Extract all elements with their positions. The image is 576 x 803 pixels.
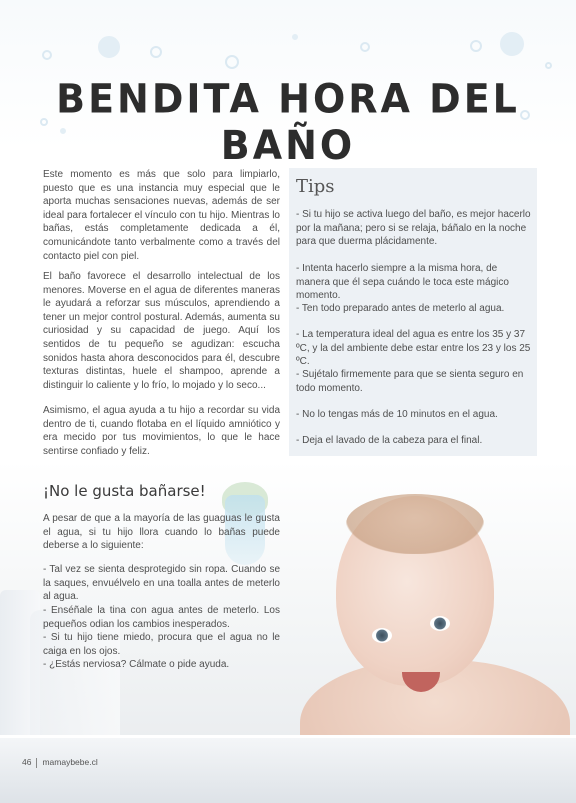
page-footer [22,757,98,768]
bubble-decoration [292,34,298,40]
page-title: BENDITA HORA DEL BAÑO [56,75,520,169]
footer-divider [36,758,37,768]
no-bath-item: - ¿Estás nerviosa? Cálmate o pide ayuda. [43,659,230,670]
site-link[interactable]: mamaybebe.cl [42,757,98,767]
no-bath-intro: A pesar de que a la mayoría de las guaguas le gusta el agua, si tu hijo llora cuando lo bañas puede deberse a lo siguiente: [43,513,280,552]
tip-item: - Sujétalo firmemente para que se sienta seguro en todo momento. [296,369,524,394]
page-number: 46 [22,757,32,767]
no-bath-item: - Si tu hijo tiene miedo, procura que el agua no le caiga en los ojos. [43,632,280,657]
bubble-decoration [98,36,120,58]
intro-paragraph-1: Este momento es más que solo para limpiarlo, puesto que es una instancia muy especial que le aporta muchas sensaciones nuevas, además de ser ideal para fortalecer el vínculo con tu hijo. Mientras lo bañas, estás completamente dedicada a él, comunicándote tanto verbalmente como a través del contacto piel con piel. [43,169,280,262]
bathtub [0,735,576,803]
tip-item: - No lo tengas más de 10 minutos en el agua. [296,409,498,420]
tip-item: - La temperatura ideal del agua es entre los 35 y 37 ºC, y la del ambiente debe estar entre los 23 y los 25 ºC. [296,329,531,368]
no-bath-item: - Enséñale la tina con agua antes de meterlo. Los pequeños odian los cambios inesperados. [43,605,280,630]
bubble-decoration [42,50,52,60]
intro-paragraph-2: El baño favorece el desarrollo intelectual de los menores. Moverse en el agua de diferentes maneras le ayudará a reforzar sus músculos, aprendiendo a tener un mejor control postural. Además, aumenta su curiosidad y su capacidad de juego. Aquí los sentidos de tu pequeño se agudizan: escucha sonidos hasta ahora desconocidos para él, descubre texturas distintas, huele el shampoo, aprende a distinguir lo caliente y lo frío, lo mojado y lo seco... [43,271,280,391]
baby-hair [346,494,484,554]
intro-paragraph-3: Asimismo, el agua ayuda a tu hijo a recordar su vida dentro de ti, cuando flotaba en el líquido amniótico y era mecido por tus movimientos, lo que le hace sentirse confiado y feliz. [43,405,280,457]
section-heading: ¡No le gusta bañarse! [43,482,206,500]
tip-item: - Si tu hijo se activa luego del baño, es mejor hacerlo por la mañana; pero si se relaja, báñalo en la noche para que duerma plácidamente. [296,209,531,248]
tip-item: - Deja el lavado de la cabeza para el final. [296,435,483,446]
baby-eye [372,628,392,643]
bubble-decoration [150,46,162,58]
tip-item: - Ten todo preparado antes de meterlo al agua. [296,303,505,314]
bubble-decoration [500,32,524,56]
baby-eye [430,616,450,631]
tips-title: Tips [296,176,335,197]
bubble-decoration [360,42,370,52]
bubble-decoration [470,40,482,52]
tip-item: - Intenta hacerlo siempre a la misma hora, de manera que él sepa cuándo le toca este mágico momento. [296,263,509,302]
no-bath-item: - Tal vez se sienta desprotegido sin ropa. Cuando se la saques, envuélvelo en una toalla antes de meterlo al agua. [43,564,280,603]
bubble-decoration [545,62,552,69]
bubble-decoration [225,55,239,69]
